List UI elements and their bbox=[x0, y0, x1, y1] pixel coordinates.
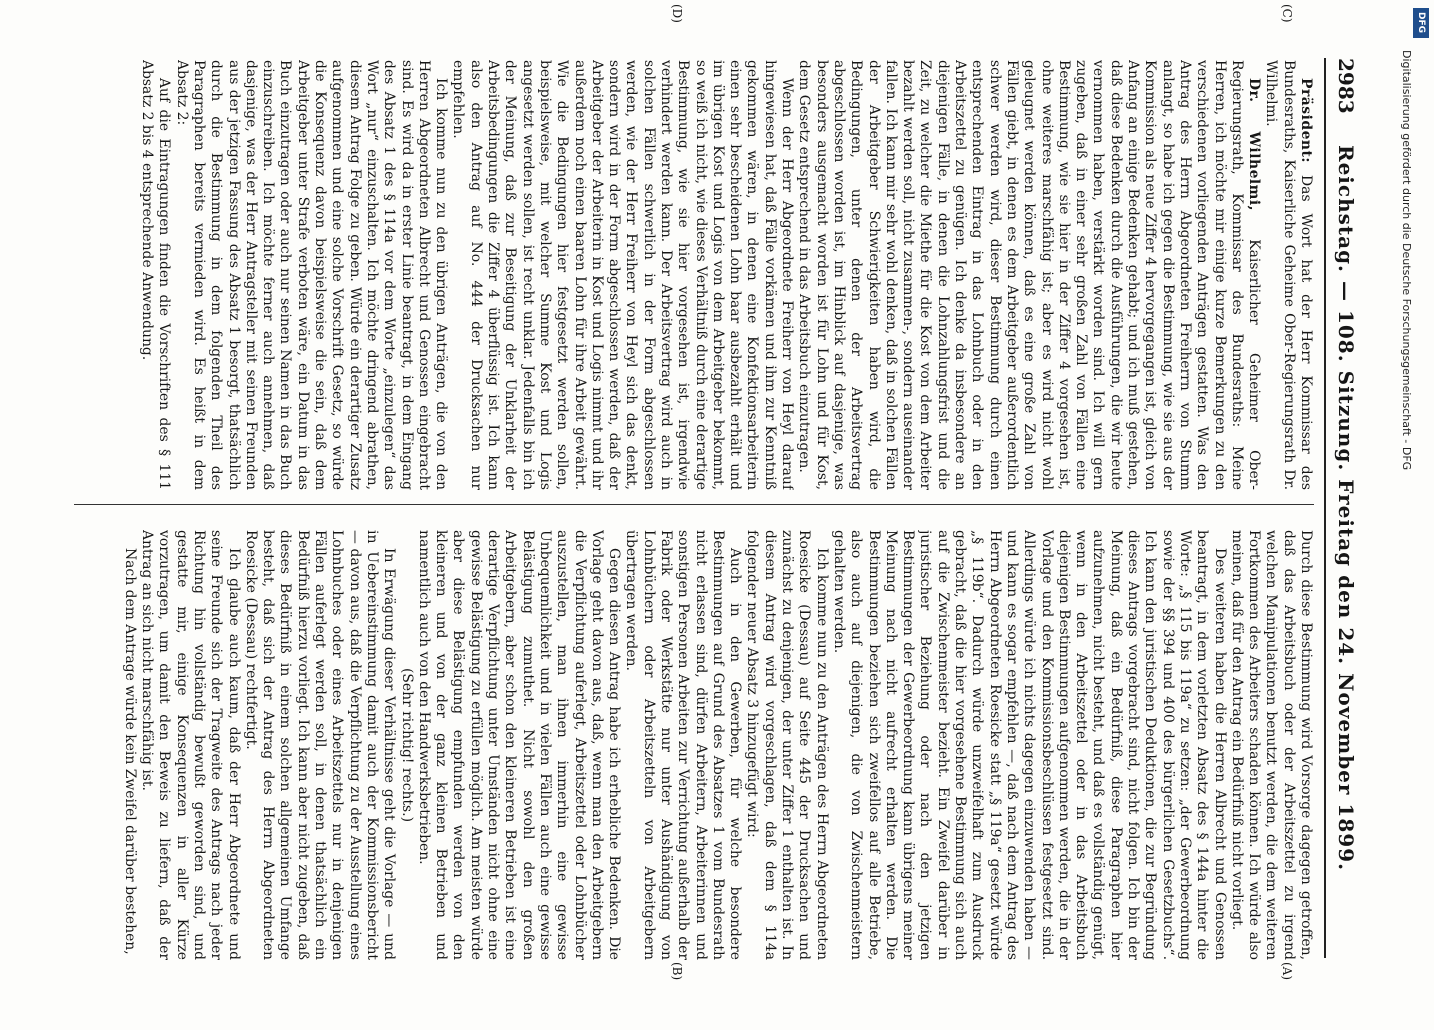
speech-paragraph: Dr. Wilhelmi, Kaiserlicher Geheimer Ober-Regierungsrath, Kommissar des Bundesraths: Meine Herren, ich möchte mir einige kurze Bemerkungen zu den verschiedenen vorliegenden Anträgen gestatten. Was den Antrag des Herrn Abgeordneten Freiherrn von Stumm anlangt, so habe ich gegen die Bestimmung, wie sie aus der Kommission als neue Ziffer 4 hervorgegangen ist, gleich von Anfang an einige Bedenken gehabt; und ich muß gestehen, daß diese Bedenken durch die Ausführungen, die wir heute vernommen haben, verstärkt worden sind. Ich will gern zugeben, daß in einer sehr großen Zahl von Fällen eine Bestimmung, wie sie hier in der Ziffer 4 vorgesehen ist, ohne weiteres marschfähig ist; aber es wird nicht wohl geleugnet werden können, daß es eine große Zahl von Fällen giebt, in denen es dem Arbeitgeber außerordentlich schwer werden wird, dieser Bestimmung durch einen entsprechenden Eintrag in das Lohnbuch oder in den Arbeitszettel zu genügen. Ich denke da insbesondere an diejenigen Fälle, in denen die Lohnzahlungsfrist und die Zeit, zu welcher die Miethe für die Kost von dem Arbeiter bezahlt werden soll, nicht zusammen-, sondern auseinander fallen. Ich kann mir sehr wohl denken, daß in solchen Fällen der Arbeitgeber Schwierigkeiten haben wird, die Bedingungen, unter denen der Arbeitsvertrag abgeschlossen worden ist, im Hinblick auf dasjenige, was besonders ausgemacht worden ist für Lohn und für Kost, dem Gesetz entsprechend in das Arbeitsbuch einzutragen. bbox=[796, 60, 1263, 490]
paragraph: Ich komme nun zu den übrigen Anträgen, die von den Herren Abgeordneten Albrecht und Genossen eingebracht sind. Es wird da in erster Linie beantragt, in dem Eingang des Absatz 1 des § 114a vor dem Worte „einzulegen“ das Wort „nur“ einzuschalten. Ich möchte dringend abrathen, diesem Antrag Folge zu geben. Würde ein derartiger Zusatz aufgenommen und eine solche Vorschrift Gesetz, so würde die Konsequenz davon beispielsweise die sein, daß dem Arbeitgeber unter Strafe verboten wäre, ein Datum in das Buch einzutragen oder auch nur seinen Namen in das Buch einzuschreiben. Ich möchte ferner auch annehmen, daß dasjenige, was der Herr Antragsteller mit seinen Freunden aus der jetzigen Fassung des Absatz 1 besorgt, thatsächlich durch die Bestimmung in dem folgenden Theil des Paragraphen bereits vermieden wird. Es heißt in dem Absatz 2: bbox=[173, 60, 450, 490]
speaker-name: Dr. Wilhelmi, bbox=[1246, 78, 1263, 211]
speech-paragraph: Präsident: Das Wort hat der Herr Kommissar des Bundesraths, Kaiserliche Geheime Ober-Regierungsrath Dr. Wilhelmi. bbox=[1263, 60, 1314, 490]
paragraph: Gegen diesen Antrag habe ich erhebliche Bedenken. Die Vorlage geht davon aus, daß, wenn man den Arbeitgebern die Verpflichtung auferlegt, Arbeitszettel oder Lohnbücher auszustellen, man ihnen immerhin eine gewisse Unbequemlichkeit und in vielen Fällen auch eine gewisse Belästigung zumuthet. Nicht sowohl den großen Arbeitgebern, aber schon den kleineren Betrieben ist eine derartige Verpflichtung unter Umständen nicht ohne eine gewisse Belästigung zu erfüllen möglich. Am meisten würde aber diese Belästigung empfunden werden von den kleineren und von der ganz kleinen Betrieben und namentlich auch von den Handwerksbetrieben. bbox=[415, 530, 623, 960]
speaker-name: Präsident: bbox=[1298, 78, 1314, 164]
text-column-right bbox=[74, 530, 1314, 960]
paragraph: In Erwägung dieser Verhältnisse geht die Vorlage — und in Uebereinstimmung damit auch der Kommissionsbericht — davon aus, daß die Verpflichtung zu der Ausstellung eines Lohnbuches oder eines Arbeitszettels nur in denjenigen Fällen auferlegt werden soll, in denen thatsächlich ein Bedürfniß hierzu vorliegt. Ich kann aber nicht zugeben, daß dieses Bedürfniß in einem solchen allgemeinen Umfange besteht, daß sich der Antrag des Herrn Abgeordneten Roesicke (Dessau) rechtfertigt. bbox=[242, 530, 398, 960]
quoted-paragraph: Auch in den Gewerben, für welche besondere Bestimmungen auf Grund des Absatzes 1 vom Bundesrath nicht erlassen sind, dürfen Arbeitern, Arbeiterinnen und sonstigen Personen Arbeiten zur Verrichtung außerhalb der Fabrik oder Werkstätte nur unter Aushändigung von Lohnbüchern oder Arbeitszetteln von Arbeitgebern übertragen werden. bbox=[623, 530, 744, 960]
page-header bbox=[1324, 58, 1362, 958]
running-title: Reichstag. — 108. Sitzung. Freitag den 24. November 1899. bbox=[1334, 144, 1358, 872]
quoted-paragraph: Auf die Eintragungen finden die Vorschriften des § 111 Absatz 2 bis 4 entsprechende Anwendung. bbox=[139, 60, 173, 490]
paragraph: Wenn der Herr Abgeordnete Freiherr von Heyl darauf hingewiesen hat, daß Fälle vorkämen und ihm zur Kenntniß gekommen wären, in denen eine Konfektionsarbeiterin einen sehr bescheidenen Lohn baar ausbezahlt erhält und im übrigen Kost und Logis von dem Arbeitgeber bekommt, so weiß ich nicht, wie dieses Verhältniß durch eine derartige Bestimmung, wie sie hier vorgesehen ist, irgendwie verhindert werden kann. Der Arbeitsvertrag wird auch in solchen Fällen schwerlich in der Form abgeschlossen werden, wie der Herr Freiherr von Heyl sich das denkt, sondern wird in der Form abgeschlossen werden, daß der Arbeitgeber der Arbeiterin in Kost und Logis nimmt und ihr außerdem noch einen baaren Lohn für ihre Arbeit gewährt. Wie die Bedingungen hier festgesetzt werden sollen, beispielsweise, mit welcher Summe Kost und Logis angesetzt werden sollen, ist recht unklar. Jedenfalls bin ich der Meinung, daß zur Beseitigung der Unklarheit der Arbeitsbedingungen die Ziffer 4 überflüssig ist. Ich kann also den Antrag auf No. 444 der Drucksachen nur empfehlen. bbox=[450, 60, 796, 490]
paragraph: Ich glaube auch kaum, daß der Herr Abgeordnete und seine Freunde sich der Tragweite des Antrags nach jeder Richtung hin vollständig bewußt geworden sind, und gestatte mir, einige Konsequenzen in aller Kürze vorzutragen, um damit den Beweis zu liefern, daß der Antrag an sich nicht marschfähig ist. bbox=[139, 530, 242, 960]
margin-marker-c: (C) bbox=[1280, 4, 1294, 23]
margin-marker-d: (D) bbox=[670, 4, 684, 23]
paragraph: Durch diese Bestimmung wird Vorsorge dagegen getroffen, daß das Arbeitsbuch oder der Arbeitszettel zu irgend welchen Manipulationen benutzt werden, die dem weiteren Fortkommen des Arbeiters schaden können. Ich würde also meinen, daß für den Antrag ein Bedürfniß nicht vorliegt. bbox=[1228, 530, 1314, 960]
column-divider bbox=[74, 504, 1314, 505]
margin-marker-a: (A) bbox=[1280, 962, 1294, 981]
margin-marker-b: (B) bbox=[670, 962, 684, 981]
text-column-left bbox=[74, 60, 1314, 490]
dfg-logo: DFG bbox=[1413, 8, 1429, 38]
credit-text: Digitalisierung gefördert durch die Deutsche Forschungsgemeinschaft - DFG bbox=[1400, 50, 1413, 471]
paragraph: Ich komme nun zu den Anträgen des Herrn Abgeordneten Roesicke (Dessau) auf Seite 445 der Drucksachen und zunächst zu denjenigen, der unter Ziffer 1 enthalten ist. In diesem Antrag wird vorgeschlagen, daß dem § 114a folgender neuer Absatz 3 hinzugefügt wird: bbox=[744, 530, 830, 960]
paragraph: Des weiteren haben die Herren Albrecht und Genossen beantragt, in dem vorletzten Absatz des § 144a hinter die Worte: „§ 115 bis 119a“ zu setzen: „der Gewerbeordnung sowie der §§ 394 und 400 des bürgerlichen Gesetzbuchs“. Ich kann den juristischen Deduktionen, die zur Begründung dieses Antrags vorgebracht sind, nicht folgen. Ich bin der Meinung, daß ein Bedürfniß, diese Paragraphen hier aufzunehmen, nicht besteht, und daß es vollständig genügt, wenn in den Arbeitszettel oder in das Arbeitsbuch diejenigen Bestimmungen aufgenommen werden, die in der Vorlage und den Kommissionsbeschlüssen festgesetzt sind. Allerdings würde ich nichts dagegen einzuwenden haben — und kann es sogar empfehlen —, daß nach dem Antrag des Herrn Abgeordneten Roesicke statt „§ 119a“ gesetzt würde „§ 119b“. Dadurch würde unzweifelhaft zum Ausdruck gebracht, daß die hier vorgesehene Bestimmung sich auch auf die Zwischenmeister bezieht. Ein Zweifel darüber in juristischer Beziehung oder nach den jetzigen Bestimmungen der Gewerbeordnung kann übrigens meiner Meinung nach nicht aufrecht erhalten werden. Die Bestimmungen beziehen sich zweifellos auf alle Betriebe, also auch auf diejenigen, die von Zwischenmeistern gehalten werden. bbox=[830, 530, 1228, 960]
page-number: 2983 bbox=[1334, 58, 1358, 114]
interjection: (Sehr richtig! rechts.) bbox=[398, 667, 415, 822]
paragraph: Nach dem Antrage würde kein Zweifel darüber bestehen, bbox=[121, 548, 138, 955]
